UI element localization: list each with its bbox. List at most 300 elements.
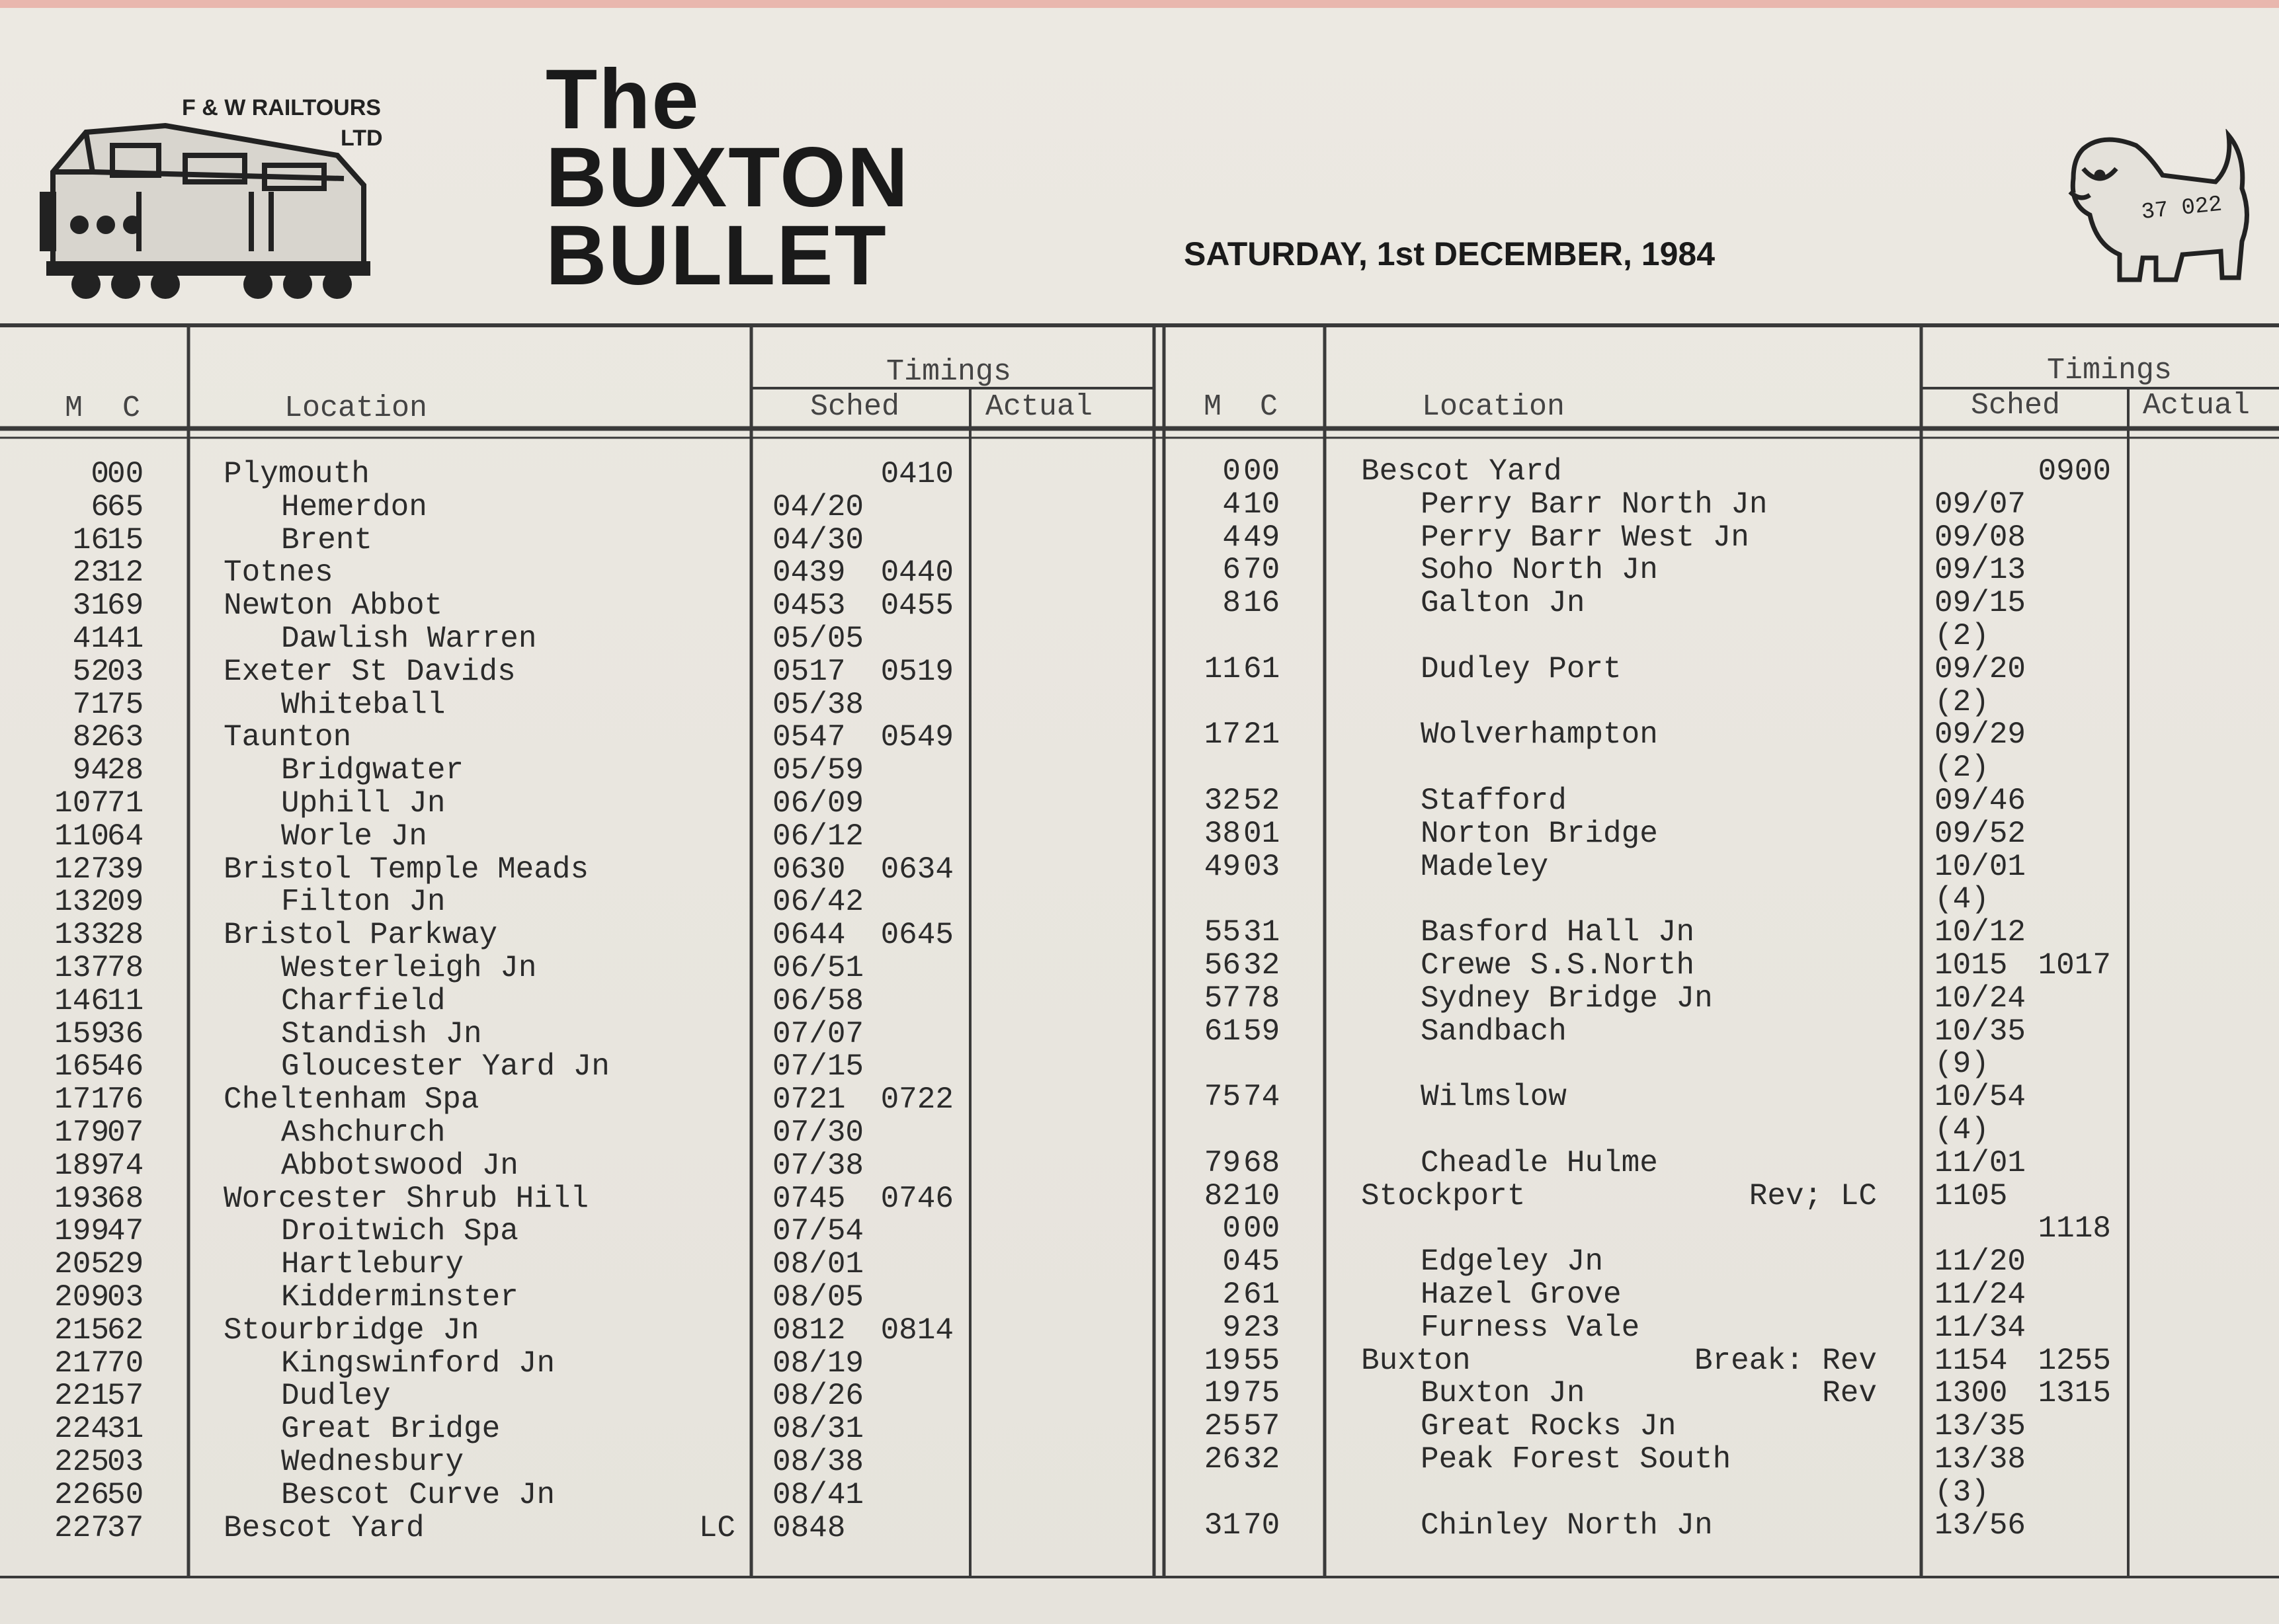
row-miles: 146 (54, 983, 109, 1018)
table-row (0, 882, 2279, 920)
row-location: Kidderminster (281, 1280, 518, 1315)
row-chains: 50 (107, 1477, 144, 1512)
row-chains: 55 (1243, 1343, 1280, 1378)
row-sched-time: 0517 (772, 654, 846, 689)
row-sched-time: 1105 (1934, 1178, 2008, 1213)
row-chains: 71 (107, 786, 144, 821)
row-miles: 224 (54, 1412, 109, 1447)
row-sched-time: (3) (1934, 1475, 1989, 1510)
row-sched-time: 13/56 (1934, 1508, 2026, 1543)
row-chains: 00 (1243, 454, 1280, 489)
row-sched-time: 08/41 (772, 1477, 864, 1512)
row-location: Buxton Jn (1421, 1376, 1585, 1411)
row-miles: 17 (1204, 717, 1241, 752)
table-row (0, 619, 2279, 656)
table-row (0, 751, 2279, 784)
row-location: Cheadle Hulme (1421, 1145, 1658, 1180)
row-sched-time: 06/58 (772, 983, 864, 1018)
right-header-actual: Actual (2143, 389, 2251, 423)
row-miles: 31 (72, 589, 109, 624)
row-miles: 110 (54, 819, 109, 854)
row-sched-time: 09/29 (1934, 717, 2026, 752)
row-location: Stourbridge Jn (224, 1313, 479, 1348)
row-chains: 21 (1243, 717, 1280, 752)
row-location: Brent (281, 522, 373, 557)
row-chains: 78 (1243, 981, 1280, 1016)
row-chains: 09 (107, 885, 144, 920)
row-miles: 9 (1222, 1310, 1241, 1345)
row-location: Hemerdon (281, 489, 427, 524)
right-header-m: M (1204, 390, 1222, 424)
row-location: Cheltenham Spa (224, 1082, 479, 1117)
table-row (0, 1080, 2279, 1117)
row-miles: 19 (1204, 1343, 1241, 1378)
row-location: Wolverhampton (1421, 717, 1658, 752)
row-location: Bristol Parkway (224, 918, 498, 953)
table-row (0, 651, 2279, 689)
row-chains: 61 (1243, 651, 1280, 686)
row-miles: 25 (1204, 1409, 1241, 1444)
row-sched-time: 10/54 (1934, 1080, 2026, 1115)
row-miles: 56 (1204, 948, 1241, 983)
row-sched-time: 08/31 (772, 1412, 864, 1447)
row-miles: 75 (1204, 1080, 1241, 1115)
table-row (0, 1113, 2279, 1150)
row-sched-time: 10/12 (1934, 915, 2026, 950)
row-miles: 19 (1204, 1376, 1241, 1411)
row-chains: 70 (1243, 1508, 1280, 1543)
row-sched-time-2: 0814 (880, 1313, 954, 1348)
row-chains: 11 (107, 983, 144, 1018)
row-sched-time: 06/09 (772, 786, 864, 821)
row-location: Perry Barr North Jn (1421, 487, 1768, 522)
row-miles: 159 (54, 1016, 109, 1051)
row-miles: 4 (1222, 520, 1241, 555)
table-row (0, 1178, 2279, 1216)
row-chains: 70 (107, 1346, 144, 1381)
table-row (0, 1443, 2279, 1476)
table-row (0, 1311, 2279, 1344)
table-row (0, 1509, 2279, 1542)
right-header-location: Location (1422, 390, 1565, 424)
table-row (0, 1344, 2279, 1377)
row-sched-time: 1300 (1934, 1376, 2008, 1411)
row-location: Bescot Yard (224, 1510, 425, 1545)
table-row (0, 1476, 2279, 1509)
row-sched-time: (4) (1934, 882, 1989, 917)
row-chains: 23 (1243, 1310, 1280, 1345)
row-miles: 0 (1222, 1211, 1241, 1246)
row-location: Bridgwater (281, 753, 464, 788)
row-location: Kingswinford Jn (281, 1346, 556, 1381)
row-miles: 8 (1222, 586, 1241, 621)
row-miles: 209 (54, 1280, 109, 1315)
row-chains: 74 (1243, 1080, 1280, 1115)
row-chains: 52 (1243, 784, 1280, 818)
row-location: Dudley (281, 1379, 391, 1414)
row-location: Charfield (281, 983, 446, 1018)
table-row (0, 949, 2279, 982)
row-chains: 07 (107, 1116, 144, 1150)
row-sched-time: 08/05 (772, 1280, 864, 1315)
row-sched-time-2: 1118 (2038, 1211, 2111, 1246)
row-location: Bristol Temple Meads (224, 852, 589, 887)
row-sched-time: 10/35 (1934, 1014, 2026, 1049)
row-location: Newton Abbot (224, 589, 443, 624)
left-header-actual: Actual (985, 390, 1093, 424)
table-row (0, 982, 2279, 1015)
table-row (0, 850, 2279, 883)
table-row (0, 521, 2279, 554)
row-miles: 57 (1204, 981, 1241, 1016)
row-sched-time: (9) (1934, 1047, 1989, 1082)
row-sched-time: 10/01 (1934, 849, 2026, 884)
row-miles: 127 (54, 852, 109, 887)
row-sched-time: 07/54 (772, 1214, 864, 1249)
row-miles: 225 (54, 1445, 109, 1479)
row-location: Taunton (224, 720, 352, 755)
row-location: Stafford (1421, 784, 1567, 818)
row-location: Furness Vale (1421, 1310, 1640, 1345)
row-chains: 31 (1243, 915, 1280, 950)
row-sched-time: 0745 (772, 1181, 846, 1216)
table-row (0, 916, 2279, 949)
row-location: Crewe S.S.North (1421, 948, 1695, 983)
row-miles: 227 (54, 1510, 109, 1545)
row-sched-time: 05/05 (772, 622, 864, 656)
row-miles: 2 (1222, 1278, 1241, 1312)
row-chains: 57 (1243, 1409, 1280, 1444)
row-miles: 205 (54, 1247, 109, 1282)
row-location: Exeter St Davids (224, 654, 516, 689)
row-sched-time: 08/38 (772, 1445, 864, 1479)
row-sched-time: 1015 (1934, 948, 2008, 983)
row-miles: 26 (1204, 1442, 1241, 1477)
row-miles: 11 (1204, 651, 1241, 686)
company-line-2: LTD (341, 126, 383, 151)
row-sched-time: 0439 (772, 555, 846, 590)
table-row (0, 455, 2279, 488)
row-sched-time: 11/01 (1934, 1145, 2026, 1180)
row-chains: 10 (1243, 487, 1280, 522)
row-miles: 165 (54, 1049, 109, 1084)
row-sched-time: 09/46 (1934, 784, 2026, 818)
row-chains: 59 (1243, 1014, 1280, 1049)
row-miles: 23 (72, 555, 109, 590)
row-sched-time: 07/38 (772, 1148, 864, 1183)
table-row (0, 1376, 2279, 1414)
row-location: Perry Barr West Jn (1421, 520, 1749, 555)
row-location: Totnes (224, 555, 333, 590)
row-sched-time-2: 1017 (2038, 948, 2111, 983)
row-chains: 28 (107, 918, 144, 953)
row-location: Uphill Jn (281, 786, 446, 821)
row-chains: 12 (107, 555, 144, 590)
row-location: Dawlish Warren (281, 622, 537, 656)
title-line-2: BUXTON (546, 130, 910, 225)
row-note: Break: Rev (1694, 1343, 1877, 1378)
row-sched-time: 05/38 (772, 687, 864, 722)
row-sched-time-2: 0410 (880, 457, 954, 491)
row-chains: 15 (107, 522, 144, 557)
row-sched-time: 13/35 (1934, 1409, 2026, 1444)
row-sched-time-2: 0722 (880, 1082, 954, 1117)
row-chains: 65 (107, 489, 144, 524)
row-chains: 63 (107, 720, 144, 755)
row-sched-time: 05/59 (772, 753, 864, 788)
row-location: Basford Hall Jn (1421, 915, 1695, 950)
row-sched-time: 0721 (772, 1082, 846, 1117)
right-header-sched: Sched (1971, 389, 2061, 423)
row-chains: 01 (1243, 816, 1280, 851)
row-miles: 133 (54, 918, 109, 953)
row-location: Sandbach (1421, 1014, 1567, 1049)
row-sched-time: 09/08 (1934, 520, 2026, 555)
row-sched-time-2: 0549 (880, 720, 954, 755)
row-miles: 215 (54, 1313, 109, 1348)
table-row (0, 1212, 2279, 1245)
row-sched-time-2: 0455 (880, 589, 954, 624)
row-location: Great Bridge (281, 1412, 501, 1447)
row-miles: 41 (72, 622, 109, 656)
table-row (0, 488, 2279, 521)
row-location: Worle Jn (281, 819, 427, 854)
row-sched-time-2: 0634 (880, 852, 954, 887)
row-sched-time: (2) (1934, 619, 1989, 653)
row-location: Wednesbury (281, 1445, 464, 1479)
row-miles: 6 (1222, 553, 1241, 588)
table-row (0, 586, 2279, 624)
row-location: Stockport (1361, 1178, 1526, 1213)
row-sched-time-2: 0645 (880, 918, 954, 953)
row-sched-time: (4) (1934, 1113, 1989, 1147)
company-line-1: F & W RAILTOURS (182, 95, 381, 120)
row-chains: 32 (1243, 948, 1280, 983)
row-location: Edgeley Jn (1421, 1244, 1604, 1279)
row-miles: 94 (72, 753, 109, 788)
table-row (0, 1278, 2279, 1311)
row-location: Standish Jn (281, 1016, 482, 1051)
title-line-3: BULLET (546, 208, 888, 303)
row-location: Whiteball (281, 687, 446, 722)
row-sched-time: 11/34 (1934, 1310, 2026, 1345)
left-header-sched: Sched (810, 390, 900, 424)
row-miles: 31 (1204, 1508, 1241, 1543)
row-miles: 189 (54, 1148, 109, 1183)
row-chains: 41 (107, 622, 144, 656)
row-location: Peak Forest South (1421, 1442, 1731, 1477)
row-sched-time: 08/01 (772, 1247, 864, 1282)
row-location: Bescot Yard (1361, 454, 1562, 489)
row-miles: 32 (1204, 784, 1241, 818)
row-miles: 52 (72, 654, 109, 689)
row-sched-time: 04/30 (772, 522, 864, 557)
row-location: Worcester Shrub Hill (224, 1181, 589, 1216)
row-miles: 82 (1204, 1178, 1241, 1213)
row-location: Great Rocks Jn (1421, 1409, 1677, 1444)
table-row (0, 817, 2279, 850)
row-sched-time-2: 0519 (880, 654, 954, 689)
row-location: Buxton (1361, 1343, 1471, 1378)
row-location: Hartlebury (281, 1247, 464, 1282)
row-location: Abbotswood Jn (281, 1148, 518, 1183)
table-row (0, 1409, 2279, 1447)
row-sched-time: (2) (1934, 684, 1989, 719)
row-chains: 47 (107, 1214, 144, 1249)
row-sched-time: 09/07 (1934, 487, 2026, 522)
row-chains: 68 (1243, 1145, 1280, 1180)
row-sched-time: 0547 (772, 720, 846, 755)
row-miles: 193 (54, 1181, 109, 1216)
row-note: Rev (1822, 1376, 1877, 1411)
row-miles: 0 (1222, 454, 1241, 489)
row-miles: 16 (72, 522, 109, 557)
row-chains: 29 (107, 1247, 144, 1282)
row-miles: 61 (1204, 1014, 1241, 1049)
table-row (0, 784, 2279, 817)
row-location: Plymouth (224, 457, 370, 491)
row-sched-time: 09/13 (1934, 553, 2026, 588)
row-sched-time: 11/20 (1934, 1244, 2026, 1279)
row-miles: 79 (1204, 1145, 1241, 1180)
row-location: Gloucester Yard Jn (281, 1049, 610, 1084)
row-chains: 36 (107, 1016, 144, 1051)
title-line-1: The (546, 52, 700, 147)
row-miles: 217 (54, 1346, 109, 1381)
row-location: Sydney Bridge Jn (1421, 981, 1713, 1016)
row-sched-time-2: 0440 (880, 555, 954, 590)
right-header-c: C (1260, 390, 1278, 424)
row-miles: 199 (54, 1214, 109, 1249)
row-location: Filton Jn (281, 885, 446, 920)
row-location: Galton Jn (1421, 586, 1585, 621)
row-miles: 55 (1204, 915, 1241, 950)
row-sched-time-2: 1315 (2038, 1376, 2111, 1411)
row-sched-time: 09/15 (1934, 586, 2026, 621)
row-miles: 0 (91, 457, 109, 491)
row-location: Droitwich Spa (281, 1214, 518, 1249)
row-sched-time: 08/26 (772, 1379, 864, 1414)
row-chains: 45 (1243, 1244, 1280, 1279)
row-miles: 132 (54, 885, 109, 920)
row-location: Hazel Grove (1421, 1278, 1622, 1312)
row-chains: 69 (107, 589, 144, 624)
row-chains: 70 (1243, 553, 1280, 588)
row-sched-time-2: 0900 (2038, 454, 2111, 489)
row-location: Madeley (1421, 849, 1549, 884)
row-sched-time: 0848 (772, 1510, 846, 1545)
row-sched-time: 1154 (1934, 1343, 2008, 1378)
row-chains: 62 (107, 1313, 144, 1348)
row-sched-time: 13/38 (1934, 1442, 2026, 1477)
row-sched-time: 06/51 (772, 951, 864, 985)
row-chains: 76 (107, 1082, 144, 1117)
row-miles: 49 (1204, 849, 1241, 884)
row-note: Rev; LC (1749, 1178, 1877, 1213)
row-sched-time: 0453 (772, 589, 846, 624)
tour-date: SATURDAY, 1st DECEMBER, 1984 (1184, 235, 1716, 272)
row-chains: 46 (107, 1049, 144, 1084)
row-sched-time: 0812 (772, 1313, 846, 1348)
table-row (0, 1047, 2279, 1080)
row-sched-time: 07/07 (772, 1016, 864, 1051)
row-chains: 10 (1243, 1178, 1280, 1213)
row-chains: 78 (107, 951, 144, 985)
row-sched-time: 04/20 (772, 489, 864, 524)
row-chains: 64 (107, 819, 144, 854)
row-sched-time: 10/24 (1934, 981, 2026, 1016)
row-miles: 71 (72, 687, 109, 722)
row-chains: 57 (107, 1379, 144, 1414)
table-row (0, 1015, 2279, 1048)
row-sched-time: 07/30 (772, 1116, 864, 1150)
row-location: Dudley Port (1421, 651, 1622, 686)
row-miles: 171 (54, 1082, 109, 1117)
row-chains: 37 (107, 1510, 144, 1545)
left-header-location: Location (284, 391, 428, 425)
table-row (0, 684, 2279, 722)
table-row (0, 553, 2279, 590)
right-header-timings: Timings (2047, 354, 2173, 387)
row-miles: 38 (1204, 816, 1241, 851)
row-sched-time: 06/12 (772, 819, 864, 854)
row-sched-time: 0644 (772, 918, 846, 953)
row-chains: 03 (107, 654, 144, 689)
row-chains: 03 (1243, 849, 1280, 884)
row-miles: 137 (54, 951, 109, 985)
row-miles: 226 (54, 1477, 109, 1512)
row-sched-time: 11/24 (1934, 1278, 2026, 1312)
row-miles: 6 (91, 489, 109, 524)
row-chains: 75 (1243, 1376, 1280, 1411)
row-chains: 49 (1243, 520, 1280, 555)
row-location: Chinley North Jn (1421, 1508, 1713, 1543)
table-row (0, 718, 2279, 751)
row-sched-time-2: 0746 (880, 1181, 954, 1216)
row-chains: 39 (107, 852, 144, 887)
row-chains: 68 (107, 1181, 144, 1216)
row-note: LC (698, 1510, 735, 1545)
row-chains: 03 (107, 1445, 144, 1479)
row-location: Bescot Curve Jn (281, 1477, 556, 1512)
row-location: Wilmslow (1421, 1080, 1567, 1115)
left-header-m: M (65, 391, 83, 425)
row-sched-time: 09/52 (1934, 816, 2026, 851)
row-sched-time-2: 1255 (2038, 1343, 2111, 1378)
table-row (0, 1145, 2279, 1183)
row-chains: 31 (107, 1412, 144, 1447)
row-sched-time: 07/15 (772, 1049, 864, 1084)
row-location: Soho North Jn (1421, 553, 1658, 588)
row-chains: 28 (107, 753, 144, 788)
row-chains: 00 (107, 457, 144, 491)
loco-number: 37 022 (2140, 192, 2223, 226)
row-miles: 179 (54, 1116, 109, 1150)
row-miles: 107 (54, 786, 109, 821)
row-sched-time: 06/42 (772, 885, 864, 920)
row-miles: 0 (1222, 1244, 1241, 1279)
row-location: Norton Bridge (1421, 816, 1658, 851)
left-header-c: C (122, 391, 141, 425)
row-sched-time: 0630 (772, 852, 846, 887)
row-sched-time: 08/19 (772, 1346, 864, 1381)
row-chains: 16 (1243, 586, 1280, 621)
row-chains: 75 (107, 687, 144, 722)
row-chains: 61 (1243, 1278, 1280, 1312)
row-miles: 221 (54, 1379, 109, 1414)
row-chains: 03 (107, 1280, 144, 1315)
row-location: Westerleigh Jn (281, 951, 537, 985)
